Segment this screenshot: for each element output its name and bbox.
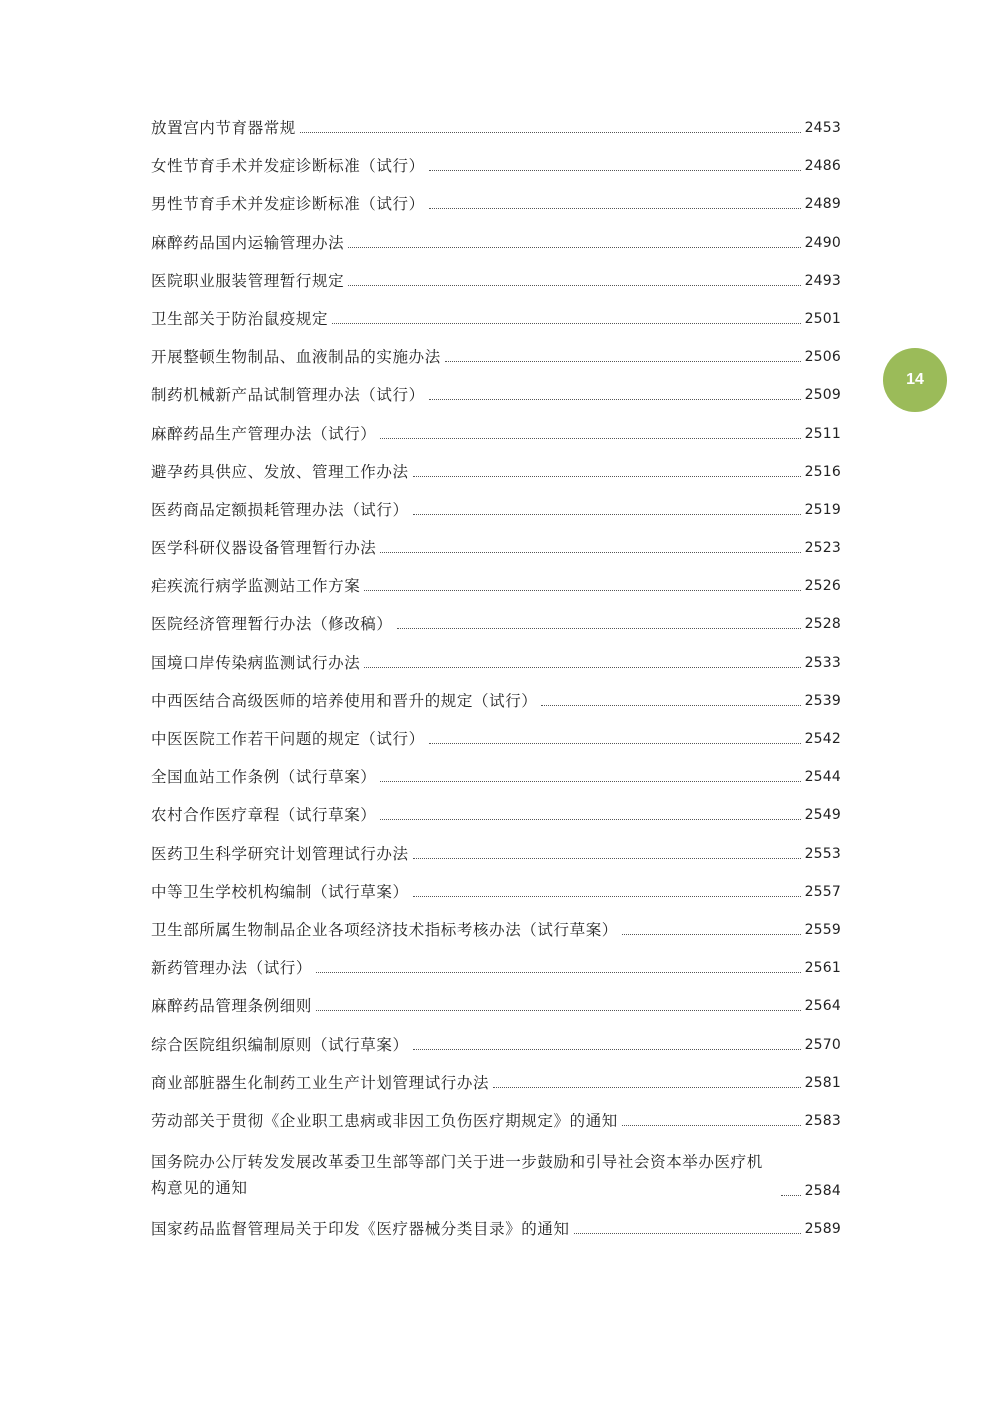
toc-entry-page: 2583 [804, 1112, 841, 1129]
toc-entry-page: 2553 [804, 845, 841, 862]
toc-entry[interactable] [151, 462, 841, 482]
dot-leader [574, 1233, 801, 1234]
toc-entry-page: 2453 [804, 120, 841, 136]
dot-leader [380, 438, 800, 439]
toc-entry-page: 2544 [804, 769, 841, 786]
toc-entry-title: 制药机械新产品试制管理办法（试行） [151, 386, 425, 405]
dot-leader [332, 323, 800, 324]
toc-entry[interactable] [151, 347, 841, 367]
toc-entry-title: 麻醉药品管理条例细则 [151, 997, 313, 1016]
toc-entry-title: 医药商品定额损耗管理办法（试行） [151, 500, 409, 519]
toc-entry[interactable] [151, 958, 841, 978]
dot-leader [413, 476, 801, 477]
dot-leader [364, 667, 800, 668]
toc-entry-title: 全国血站工作条例（试行草案） [151, 768, 377, 787]
toc-entry-page: 2526 [804, 578, 841, 595]
toc-entry[interactable] [151, 767, 841, 787]
toc-entry-page: 2570 [804, 1036, 841, 1053]
toc-entry-page: 2528 [804, 616, 841, 633]
dot-leader [380, 552, 800, 553]
toc-entry-title: 医院经济管理暂行办法（修改稿） [151, 615, 393, 634]
toc-entry[interactable] [151, 118, 841, 138]
toc-entry-title: 劳动部关于贯彻《企业职工患病或非因工负伤医疗期规定》的通知 [151, 1111, 618, 1130]
toc-entry-page: 2516 [804, 463, 841, 480]
table-of-contents [151, 118, 841, 1257]
toc-entry-title: 疟疾流行病学监测站工作方案 [151, 577, 361, 596]
toc-entry-title: 开展整顿生物制品、血液制品的实施办法 [151, 348, 441, 367]
toc-entry-page: 2533 [804, 654, 841, 671]
toc-entry-title: 女性节育手术并发症诊断标准（试行） [151, 157, 425, 176]
toc-entry-title: 综合医院组织编制原则（试行草案） [151, 1035, 409, 1054]
toc-entry[interactable] [151, 1111, 841, 1131]
dot-leader [429, 208, 801, 209]
toc-entry-title: 中等卫生学校机构编制（试行草案） [151, 882, 409, 901]
toc-entry-title: 放置宫内节育器常规 [151, 119, 296, 137]
toc-entry[interactable] [151, 424, 841, 444]
toc-entry-page: 2589 [804, 1221, 841, 1238]
toc-entry[interactable] [151, 920, 841, 940]
dot-leader [300, 132, 801, 133]
toc-entry-page: 2542 [804, 731, 841, 747]
toc-entry-page: 2584 [804, 1183, 841, 1200]
toc-entry[interactable] [151, 1035, 841, 1055]
toc-entry[interactable] [151, 1149, 841, 1201]
toc-entry-page: 2559 [804, 921, 841, 938]
toc-entry[interactable] [151, 882, 841, 902]
toc-entry-page: 2511 [804, 425, 841, 442]
toc-entry[interactable] [151, 538, 841, 558]
toc-entry-page: 2519 [804, 501, 841, 518]
dot-leader [445, 361, 801, 362]
dot-leader [316, 1010, 801, 1011]
toc-entry[interactable] [151, 996, 841, 1016]
toc-entry-title: 商业部脏器生化制药工业生产计划管理试行办法 [151, 1073, 490, 1092]
toc-entry[interactable] [151, 729, 841, 749]
dot-leader [541, 705, 800, 706]
toc-entry[interactable] [151, 233, 841, 253]
dot-leader [429, 399, 801, 400]
toc-entry-page: 2509 [804, 387, 841, 404]
toc-entry-title: 国境口岸传染病监测试行办法 [151, 653, 361, 672]
dot-leader [413, 858, 801, 859]
toc-entry-page: 2539 [804, 692, 841, 709]
toc-entry-title: 麻醉药品国内运输管理办法 [151, 233, 345, 252]
toc-entry-title: 国务院办公厅转发发展改革委卫生部等部门关于进一步鼓励和引导社会资本举办医疗机构意见的通知 [151, 1153, 763, 1198]
toc-entry-page: 2486 [804, 158, 841, 175]
toc-entry-page: 2493 [804, 272, 841, 289]
dot-leader [380, 819, 800, 820]
toc-entry-title: 医药卫生科学研究计划管理试行办法 [151, 844, 409, 863]
toc-entry-page: 2561 [804, 960, 841, 977]
toc-entry[interactable] [151, 156, 841, 176]
toc-entry-title: 医学科研仪器设备管理暂行办法 [151, 539, 377, 558]
toc-entry-page: 2501 [804, 310, 841, 327]
toc-entry-page: 2506 [804, 349, 841, 366]
toc-entry[interactable] [151, 653, 841, 673]
toc-entry-page: 2564 [804, 998, 841, 1015]
dot-leader [348, 247, 800, 248]
toc-entry-title: 避孕药具供应、发放、管理工作办法 [151, 462, 409, 481]
dot-leader [429, 170, 801, 171]
toc-entry-page: 2490 [804, 234, 841, 251]
dot-leader [493, 1087, 800, 1088]
toc-entry-page: 2489 [804, 196, 841, 213]
toc-entry[interactable] [151, 1219, 841, 1239]
dot-leader [413, 1049, 801, 1050]
dot-leader [316, 972, 801, 973]
toc-entry-title: 男性节育手术并发症诊断标准（试行） [151, 195, 425, 214]
toc-entry[interactable] [151, 805, 841, 825]
toc-entry-page: 2581 [804, 1074, 841, 1091]
toc-entry[interactable] [151, 271, 841, 291]
page-number-badge [883, 348, 947, 412]
toc-entry-title: 国家药品监督管理局关于印发《医疗器械分类目录》的通知 [151, 1220, 570, 1239]
toc-entry[interactable] [151, 385, 841, 405]
toc-entry-title: 中医医院工作若干问题的规定（试行） [151, 730, 425, 748]
toc-entry[interactable] [151, 194, 841, 214]
toc-entry[interactable] [151, 844, 841, 864]
toc-entry-title: 卫生部关于防治鼠疫规定 [151, 309, 329, 328]
toc-entry[interactable] [151, 309, 841, 329]
toc-entry[interactable] [151, 614, 841, 634]
toc-entry-title: 麻醉药品生产管理办法（试行） [151, 424, 377, 443]
dot-leader [364, 590, 800, 591]
dot-leader [622, 1125, 801, 1126]
dot-leader [413, 896, 801, 897]
toc-entry[interactable] [151, 691, 841, 711]
toc-entry-title: 新药管理办法（试行） [151, 959, 313, 978]
toc-entry[interactable] [151, 576, 841, 596]
dot-leader [348, 285, 800, 286]
dot-leader [622, 934, 801, 935]
toc-entry-page: 2523 [804, 540, 841, 557]
dot-leader [380, 781, 800, 782]
page-number: 14 [906, 371, 924, 388]
toc-entry-page: 2549 [804, 807, 841, 824]
dot-leader [413, 514, 801, 515]
toc-entry[interactable] [151, 1073, 841, 1093]
dot-leader [781, 1195, 801, 1196]
dot-leader [397, 628, 801, 629]
dot-leader [429, 743, 801, 744]
toc-entry[interactable] [151, 500, 841, 520]
toc-entry-title: 卫生部所属生物制品企业各项经济技术指标考核办法（试行草案） [151, 920, 618, 939]
toc-entry-title: 农村合作医疗章程（试行草案） [151, 806, 377, 825]
toc-entry-title: 中西医结合高级医师的培养使用和晋升的规定（试行） [151, 691, 538, 710]
toc-entry-page: 2557 [804, 883, 841, 900]
toc-entry-title: 医院职业服装管理暂行规定 [151, 271, 345, 290]
